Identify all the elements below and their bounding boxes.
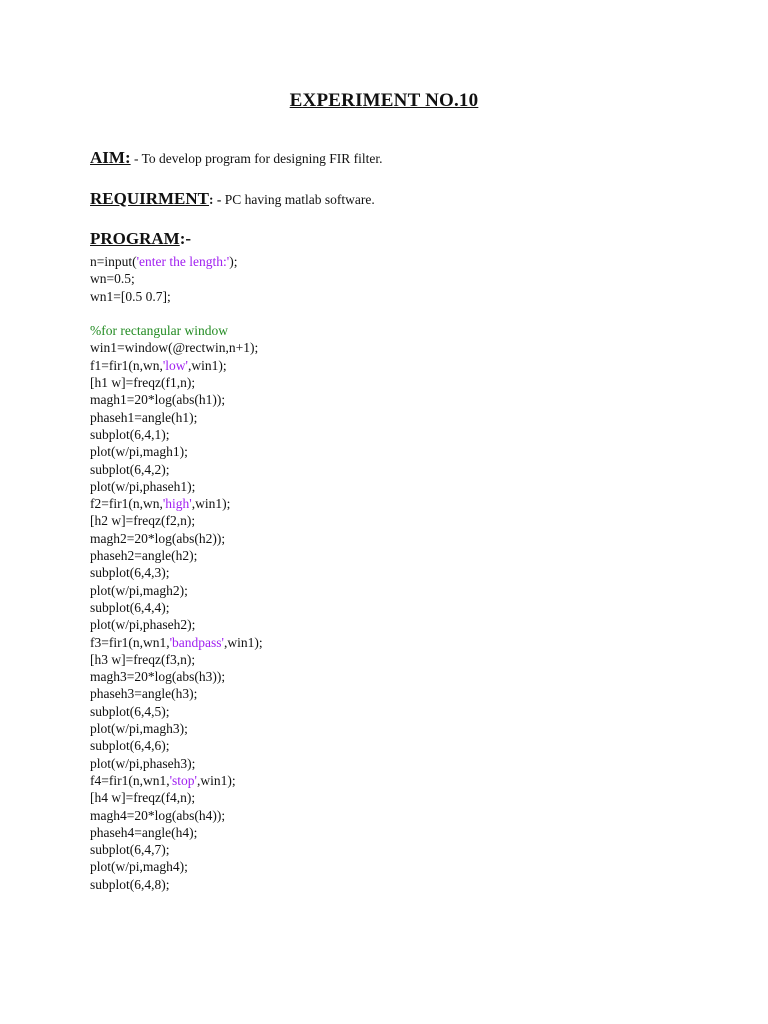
code-line <box>90 270 263 287</box>
code-line <box>90 322 263 339</box>
blank-line <box>90 305 263 322</box>
code-line <box>90 339 263 356</box>
code-line <box>90 547 263 564</box>
code-text: subplot(6,4,3); <box>90 565 170 581</box>
code-line <box>90 582 263 599</box>
code-text: wn1=[0.5 0.7]; <box>90 288 171 304</box>
code-text: plot(w/pi,magh2); <box>90 582 188 598</box>
code-text: f4=fir1(n,wn1, <box>90 772 170 788</box>
code-line <box>90 616 263 633</box>
code-text: phaseh3=angle(h3); <box>90 686 198 702</box>
code-text: ,win1); <box>223 634 263 650</box>
code-text: magh3=20*log(abs(h3)); <box>90 669 226 685</box>
code-line <box>90 374 263 391</box>
code-text: subplot(6,4,6); <box>90 738 170 754</box>
code-line <box>90 478 263 495</box>
code-line <box>90 357 263 374</box>
code-line <box>90 789 263 806</box>
code-text: n=input( <box>90 254 137 269</box>
code-line <box>90 288 263 305</box>
code-text: ,win1); <box>191 496 231 512</box>
code-text: phaseh1=angle(h1); <box>90 409 198 425</box>
code-text: magh2=20*log(abs(h2)); <box>90 530 226 546</box>
code-text: subplot(6,4,4); <box>90 599 170 615</box>
code-text: [h2 w]=freqz(f2,n); <box>90 513 196 529</box>
code-text: plot(w/pi,phaseh2); <box>90 617 196 633</box>
code-line <box>90 720 263 737</box>
code-line <box>90 391 263 408</box>
requirement-label: REQUIRMENT <box>90 189 210 208</box>
code-text: ); <box>229 254 238 269</box>
code-text: f1=fir1(n,wn, <box>90 357 163 373</box>
code-text: magh1=20*log(abs(h1)); <box>90 392 226 408</box>
code-line <box>90 599 263 616</box>
code-line <box>90 772 263 789</box>
code-line <box>90 461 263 478</box>
requirement-text: PC having matlab software. <box>224 192 375 207</box>
code-line <box>90 530 263 547</box>
code-text: win1=window(@rectwin,n+1); <box>90 340 259 356</box>
string-literal: 'low' <box>162 357 188 373</box>
code-text: wn=0.5; <box>90 271 135 287</box>
code-line <box>90 426 263 443</box>
code-text: phaseh2=angle(h2); <box>90 548 198 564</box>
code-line <box>90 651 263 668</box>
string-literal: 'high' <box>162 496 192 512</box>
code-comment: %for rectangular window <box>90 323 228 339</box>
code-line <box>90 685 263 702</box>
string-literal: 'bandpass' <box>169 634 224 650</box>
code-text: f2=fir1(n,wn, <box>90 496 163 512</box>
code-text: subplot(6,4,8); <box>90 876 170 892</box>
experiment-title: EXPERIMENT NO.10 <box>289 90 479 111</box>
code-line <box>90 512 263 529</box>
requirement-line <box>90 189 375 209</box>
code-text: ,win1); <box>196 772 236 788</box>
code-text: magh4=20*log(abs(h4)); <box>90 807 226 823</box>
code-line <box>90 495 263 512</box>
code-text: [h1 w]=freqz(f1,n); <box>90 375 196 391</box>
program-separator: :- <box>179 229 192 248</box>
code-text: subplot(6,4,1); <box>90 426 170 442</box>
aim-label: AIM: <box>90 148 131 167</box>
code-line <box>90 564 263 581</box>
code-text: [h4 w]=freqz(f4,n); <box>90 790 196 806</box>
program-label: PROGRAM <box>90 229 180 248</box>
code-text: phaseh4=angle(h4); <box>90 824 198 840</box>
code-line <box>90 703 263 720</box>
aim-line <box>90 148 383 168</box>
code-line <box>90 668 263 685</box>
code-line <box>90 634 263 651</box>
code-line <box>90 876 263 893</box>
code-text: subplot(6,4,2); <box>90 461 170 477</box>
code-line <box>90 824 263 841</box>
code-listing <box>90 253 263 893</box>
code-line <box>90 755 263 772</box>
code-text: plot(w/pi,magh4); <box>90 859 188 875</box>
code-text: plot(w/pi,magh3); <box>90 721 188 737</box>
code-line <box>90 858 263 875</box>
code-text: plot(w/pi,phaseh1); <box>90 478 196 494</box>
code-line <box>90 807 263 824</box>
aim-text: To develop program for designing FIR filter. <box>141 151 383 166</box>
code-text: [h3 w]=freqz(f3,n); <box>90 651 196 667</box>
code-line <box>90 409 263 426</box>
code-text: f3=fir1(n,wn1, <box>90 634 170 650</box>
code-line <box>90 253 263 270</box>
code-line <box>90 443 263 460</box>
aim-separator: - <box>130 151 142 166</box>
code-text: plot(w/pi,magh1); <box>90 444 188 460</box>
code-line <box>90 841 263 858</box>
code-text: ,win1); <box>187 357 227 373</box>
code-text: subplot(6,4,7); <box>90 842 170 858</box>
code-line <box>90 737 263 754</box>
code-text: plot(w/pi,phaseh3); <box>90 755 196 771</box>
string-literal: 'stop' <box>169 772 197 788</box>
code-text: subplot(6,4,5); <box>90 703 170 719</box>
string-literal: 'enter the length:' <box>136 254 230 269</box>
program-heading <box>90 229 191 249</box>
requirement-separator: : - <box>209 192 225 207</box>
